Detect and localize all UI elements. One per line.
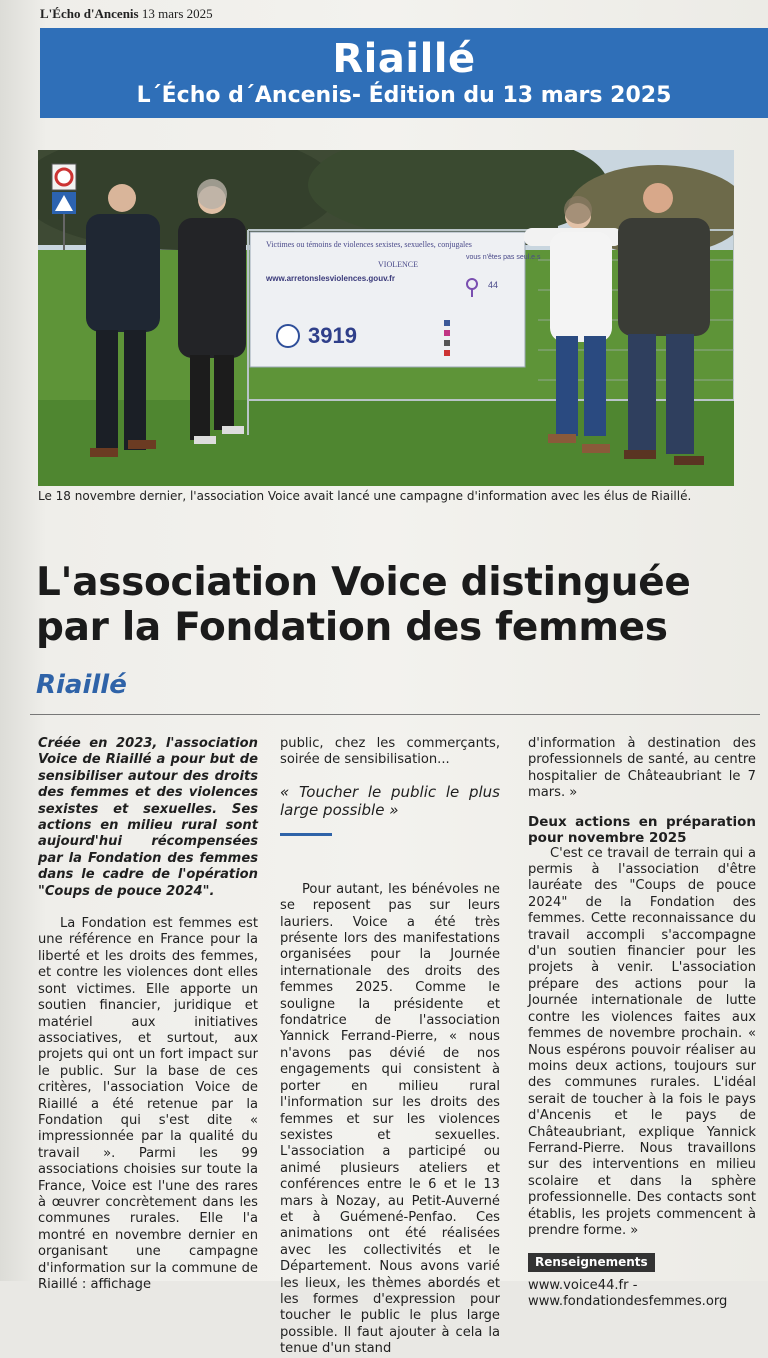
photo-banner-number: 3919 <box>308 323 357 348</box>
article-kicker: Riaillé <box>36 670 127 700</box>
col1-paragraph: La Fondation est femmes est une référence en France pour la liberté et les droits des femmes, et contre les violences dont elles sont victimes. Elle apporte un soutien financier, juridique et matériel aux initiatives associatives, et surtout, aux projets qui ont un fort impact sur le public. Sur la base de ces critères, l'association Voice de Riaillé a été retenue par la Fondation qui s'est dite « impressionnée par la qualité du travail ». Parmi les 99 associations choisies sur toute la France, Voice est l'une des rares à œuvrer concrètement dans les communes rurales. Elle l'a montré en novembre dernier en organisant une campagne d'information sur la commune de Riaillé : affichage <box>38 916 258 1292</box>
col3-paragraph: C'est ce travail de terrain qui a permis à l'association d'être lauréate des "Coups de pouce 2024" de la Fondation des femmes. Cette reconnaissance du travail accompli s'accompagne d'un soutien financier pour les projets à venir. L'association prépare des actions pour la Journée internationale de lutte contre les violences faites aux femmes de novembre prochain. « Nous espérons pouvoir réaliser au moins deux actions, toujours sur des communes rurales. L'idéal serait de toucher à la fois le pays d'Ancenis et le pays de Châteaubriant, explique Yannick Ferrand-Pierre. Nous travaillons sur des interventions en milieu scolaire et dans la sphère professionnelle. Des contacts sont établis, les projets commencent à prendre forme. » <box>528 845 756 1238</box>
info-tag: Renseignements <box>528 1253 655 1271</box>
edition-line: L´Écho d´Ancenis- Édition du 13 mars 2025 <box>136 83 672 108</box>
quote-rule <box>280 833 332 836</box>
photo-banner-dept: 44 <box>488 280 499 290</box>
divider <box>30 714 760 715</box>
col3-lead: d'information à destination des professionnels de santé, au centre hospitalier de Châteaubriant le 7 mars. » <box>528 736 756 801</box>
subhead: Deux actions en préparation pour novembre 2025 <box>528 813 756 846</box>
photo-banner-line1: Victimes ou témoins de violences sexistes, sexuelles, conjugales <box>266 240 472 249</box>
photo-banner-violence: VIOLENCE <box>378 260 418 269</box>
column-2 <box>280 736 500 1358</box>
pull-quote: « Toucher le public le plus large possible » <box>280 782 500 819</box>
photo-banner-right: vous n'êtes pas seul.e.s <box>466 254 541 261</box>
photo-banner-url: www.arretonslesviolences.gouv.fr <box>266 274 395 283</box>
info-links[interactable]: www.voice44.fr - www.fondationdesfemmes.org <box>528 1277 728 1310</box>
photo-caption: Le 18 novembre dernier, l'association Voice avait lancé une campagne d'information avec les élus de Riaillé. <box>38 489 692 503</box>
col2-lead: public, chez les commerçants, soirée de sensibilisation... <box>280 736 500 768</box>
article-photo <box>38 150 734 486</box>
section-town: Riaillé <box>332 36 476 82</box>
header-date: 13 mars 2025 <box>141 6 213 21</box>
article-headline: L'association Voice distinguée par la Fondation des femmes <box>36 560 691 650</box>
column-3 <box>528 736 756 1311</box>
paper-name: L'Écho d'Ancenis <box>40 6 139 21</box>
article-chapo: Créée en 2023, l'association Voice de Riaillé a pour but de sensibiliser autour des droits des femmes et des violences sexistes et sexuelles. Ses actions en milieu rural sont aujourd'hui récompensées par la Fondation des femmes dans le cadre de l'opération "Coups de pouce 2024". <box>38 736 258 899</box>
col2-paragraph: Pour autant, les bénévoles ne se reposent pas sur leurs lauriers. Voice a été très présente lors des manifestations organisées pour la Journée internationale des droits des femmes 2025. Comme le souligne la présidente et fondatrice de l'association Yannick Ferrand-Pierre, « nous n'avons pas dévié de nos engagements qui consistent à porter en milieu rural l'information sur les droits des femmes et sur les violences sexistes et sexuelles. L'association a participé ou animé plusieurs ateliers et conférences entre le 6 et le 13 mars à Nozay, au Petit-Auverné et à Guémené-Penfao. Ces animations ont été réalisées avec les collectivités et le Département. Nous avons varié les lieux, les thèmes abordés et les formes d'expression pour toucher le public le plus large possible. Il faut ajouter à cela la tenue d'un stand <box>280 881 500 1357</box>
column-1 <box>38 736 258 1293</box>
section-banner <box>40 28 768 118</box>
page-header <box>40 6 213 22</box>
